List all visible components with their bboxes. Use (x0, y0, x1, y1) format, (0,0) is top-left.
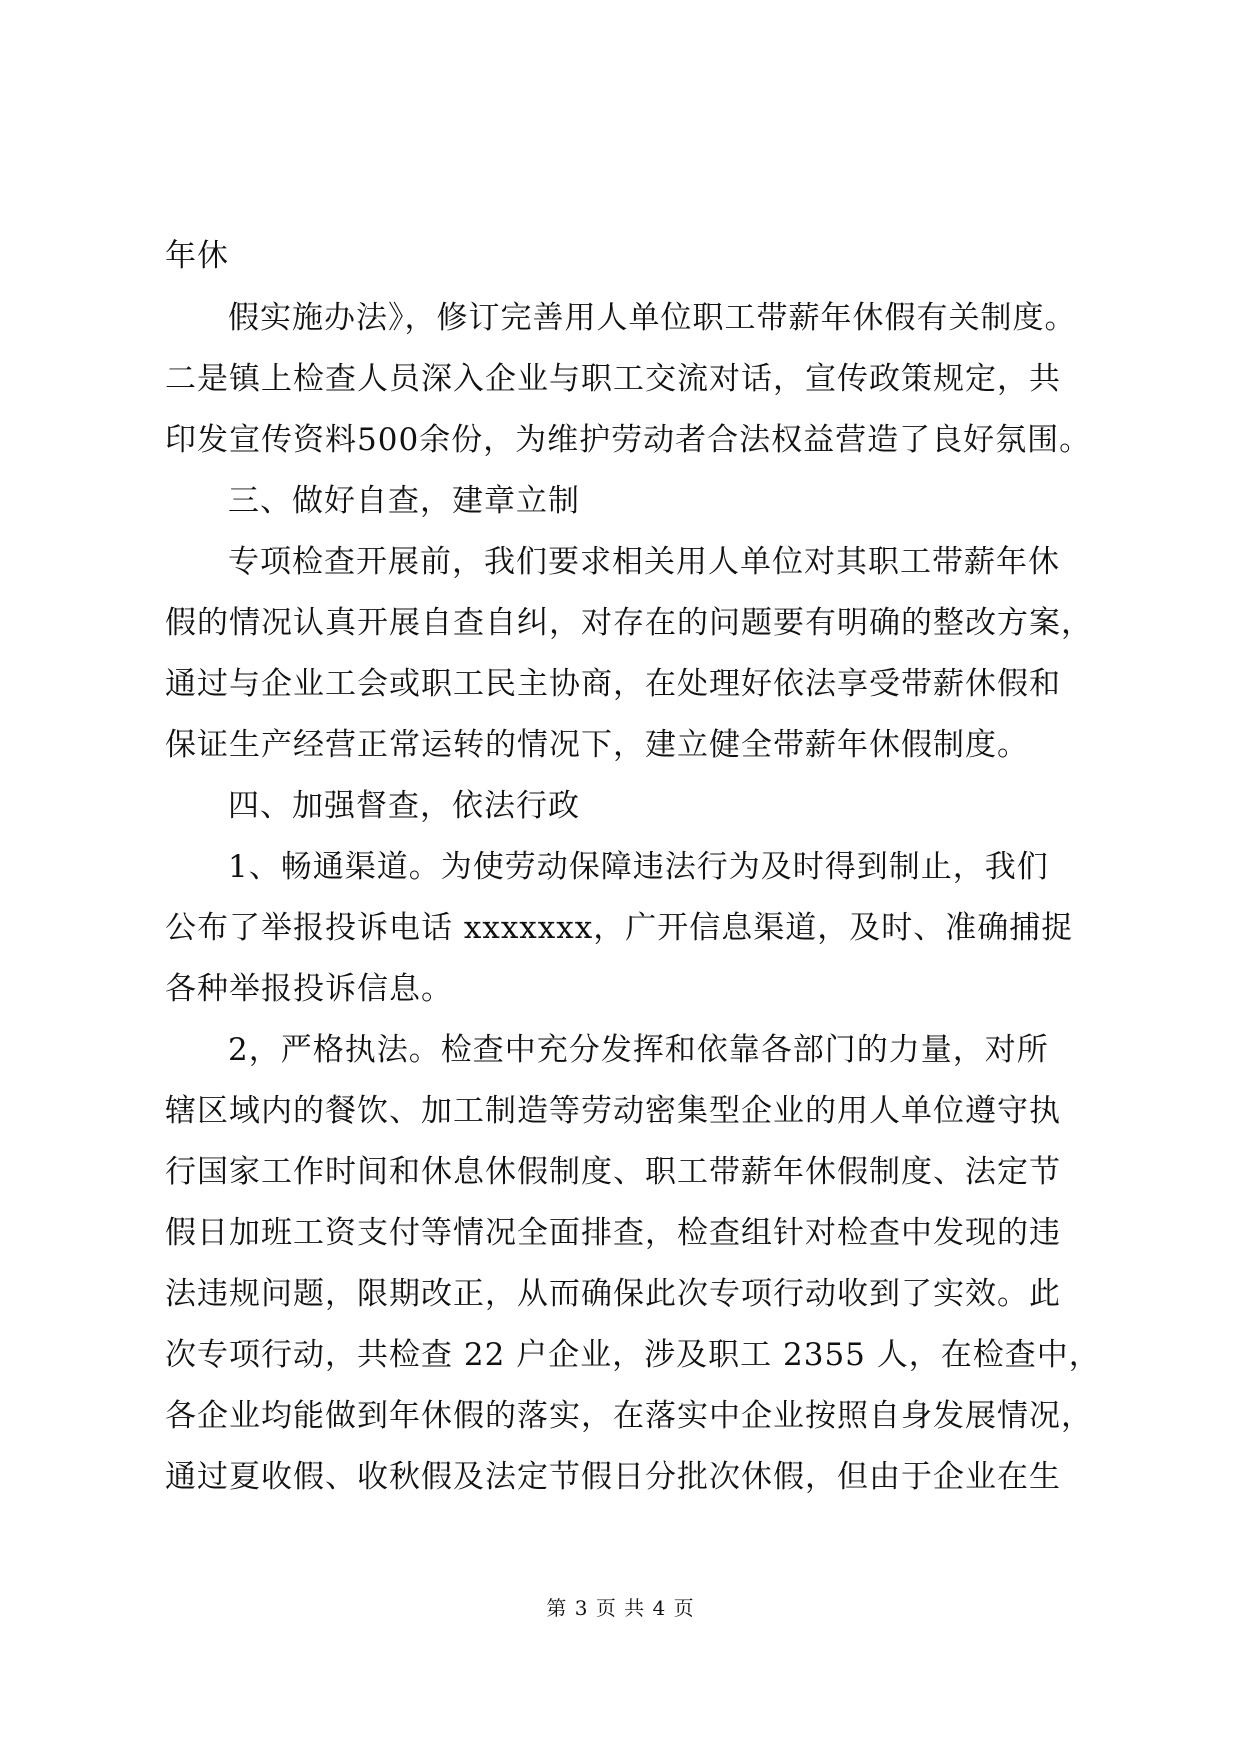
text-line: 各种举报投诉信息。 (165, 971, 453, 1007)
page-number-footer: 第 3 页 共 4 页 (546, 1596, 695, 1620)
text-line: 次专项行动，共检查 22 户企业，涉及职工 2355 人，在检查中， (165, 1337, 1101, 1373)
text-line: 各企业均能做到年休假的落实，在落实中企业按照自身发展情况， (165, 1398, 1093, 1434)
text-line: 二是镇上检查人员深入企业与职工交流对话，宣传政策规定，共 (165, 361, 1061, 397)
text-line: 2，严格执法。检查中充分发挥和依靠各部门的力量，对所 (228, 1032, 1049, 1068)
text-line: 保证生产经营正常运转的情况下，建立健全带薪年休假制度。 (165, 727, 1029, 763)
text-line: 专项检查开展前，我们要求相关用人单位对其职工带薪年休 (228, 544, 1060, 580)
text-line: 假日加班工资支付等情况全面排查，检查组针对检查中发现的违 (165, 1215, 1061, 1251)
text-line: 假的情况认真开展自查自纠，对存在的问题要有明确的整改方案， (165, 605, 1093, 641)
text-line: 通过与企业工会或职工民主协商，在处理好依法享受带薪休假和 (165, 666, 1061, 702)
text-line: 1、畅通渠道。为使劳动保障违法行为及时得到制止，我们 (228, 849, 1049, 885)
text-line: 公布了举报投诉电话 xxxxxxx，广开信息渠道，及时、准确捕捉 (165, 910, 1074, 946)
text-line: 法违规问题，限期改正，从而确保此次专项行动收到了实效。此 (165, 1276, 1061, 1312)
text-line: 辖区域内的餐饮、加工制造等劳动密集型企业的用人单位遵守执 (165, 1093, 1061, 1129)
section-heading: 四、加强督查，依法行政 (228, 788, 580, 824)
text-line: 印发宣传资料500余份，为维护劳动者合法权益营造了良好氛围。 (165, 422, 1092, 458)
text-line: 行国家工作时间和休息休假制度、职工带薪年休假制度、法定节 (165, 1154, 1061, 1190)
text-line: 通过夏收假、收秋假及法定节假日分批次休假，但由于企业在生 (165, 1459, 1061, 1495)
text-line: 年休 (165, 238, 229, 274)
text-line: 假实施办法》，修订完善用人单位职工带薪年休假有关制度。 (228, 300, 1077, 336)
section-heading: 三、做好自查，建章立制 (228, 483, 580, 519)
